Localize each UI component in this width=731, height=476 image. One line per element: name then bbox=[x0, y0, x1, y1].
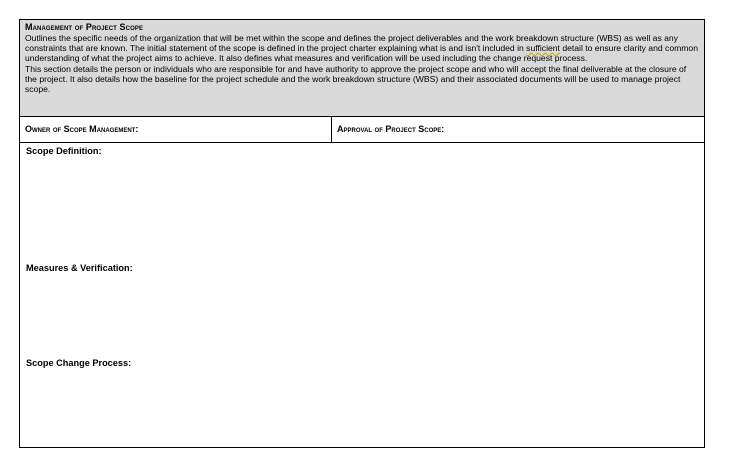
header-paragraph-1-part-a: Outlines the specific needs of the organization that will be met within the scope and defines the project deliverables and the work breakdown structure (WBS) as well as any constraints that are known. The initial statement of the scope is defined in the project charter explaining what is and isn't included in bbox=[25, 33, 678, 54]
scope-change-process-label: Scope Change Process: bbox=[26, 358, 132, 368]
scope-definition-label: Scope Definition: bbox=[26, 146, 102, 156]
scope-management-form bbox=[19, 19, 705, 448]
scope-body-area[interactable] bbox=[20, 143, 704, 447]
header-title: Management of Project Scope bbox=[25, 22, 144, 32]
owner-field[interactable]: Owner of Scope Management: bbox=[20, 117, 332, 142]
header-paragraph-2: This section details the person or individuals who are responsible for and have authority to approve the project scope and who will accept the final deliverable at the closure of the project. It also details how the baseline for the project schedule and the work breakdown structure (WBS) and their associated documents will be used to manage project scope. bbox=[25, 63, 687, 95]
header-box bbox=[20, 20, 704, 117]
header-paragraph-1 bbox=[25, 33, 699, 64]
spellcheck-word: sufficient bbox=[526, 43, 560, 54]
header-paragraph-1-part-b: detail to ensure clarity and common understanding of what the project aims to achieve. It also defines what measures and verification will be used including the change request process. bbox=[25, 43, 698, 64]
measures-verification-label: Measures & Verification: bbox=[26, 263, 133, 273]
ownership-row bbox=[20, 117, 704, 143]
approval-field[interactable]: Approval of Project Scope: bbox=[337, 124, 445, 134]
